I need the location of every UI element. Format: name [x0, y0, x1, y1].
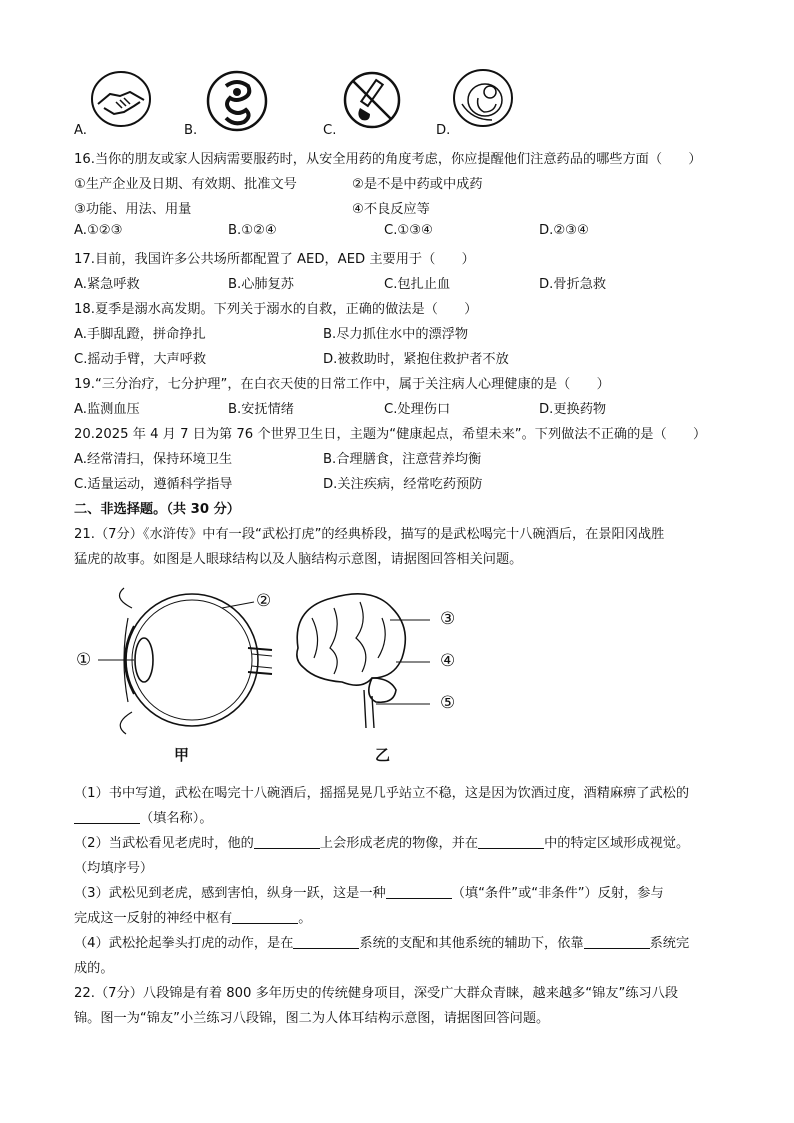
no-drugs-syringe-icon: [342, 70, 402, 130]
q21-p2-line2: （均填序号）: [74, 861, 154, 876]
option-a-label: A.: [74, 123, 87, 138]
q20-option-c[interactable]: C.适量运动，遵循科学指导: [74, 477, 233, 492]
q21-stem-line1: 21.（7分）《水浒传》中有一段“武松打虎”的经典桥段，描写的是武松喝完十八碗酒后，在景阳冈战胜: [74, 527, 665, 542]
q21-stem-line2: 猛虎的故事。如图是人眼球结构以及人脑结构示意图，请据图回答相关问题。: [74, 552, 523, 567]
q16-item-4: ④不良反应等: [352, 202, 430, 217]
brain-label-5: ⑤: [440, 693, 456, 713]
q16-item-3: ③功能、用法、用量: [74, 202, 192, 217]
q16-option-a[interactable]: A.①②③: [74, 223, 123, 238]
q19-option-d[interactable]: D.更换药物: [539, 402, 607, 417]
q18-stem: 18.夏季是溺水高发期。下列关于溺水的自救，正确的做法是（ ）: [74, 302, 478, 317]
recycle-figure-icon: [206, 70, 268, 132]
eye-label-1: ①: [76, 650, 92, 670]
q21-p4-line2: 成的。: [74, 961, 114, 976]
q20-option-b[interactable]: B.合理膳食，注意营养均衡: [323, 452, 482, 467]
q21-p1-line2: （填名称）。: [74, 807, 213, 826]
answer-blank-6[interactable]: [293, 934, 359, 949]
answer-blank-7[interactable]: [584, 934, 650, 949]
q17-option-b[interactable]: B.心肺复苏: [228, 277, 294, 292]
q16-item-2: ②是不是中药或中成药: [352, 177, 483, 192]
answer-blank-4[interactable]: [386, 884, 452, 899]
answer-blank-2[interactable]: [254, 834, 320, 849]
q21-p3-line1: （3）武松见到老虎，感到害怕，纵身一跃，这是一种 （填“条件”或“非条件”）反射，参与: [74, 886, 664, 901]
q16-option-c[interactable]: C.①③④: [384, 223, 433, 238]
q21-p2-line1: （2）当武松看见老虎时，他的 上会形成老虎的物像，并在 中的特定区域形成视觉。: [74, 836, 690, 851]
q18-option-c[interactable]: C.摇动手臂，大声呼救: [74, 352, 207, 367]
figure-caption-yi: 乙: [375, 746, 391, 764]
option-c-label: C.: [323, 123, 337, 138]
q19-option-b[interactable]: B.安抚情绪: [228, 402, 294, 417]
q16-option-b[interactable]: B.①②④: [228, 223, 277, 238]
q21-p4-line1: （4）武松抡起拳头打虎的动作，是在 系统的支配和其他系统的辅助下，依靠 系统完: [74, 936, 690, 951]
q16-stem: 16.当你的朋友或家人因病需要服药时，从安全用药的角度考虑，你应提醒他们注意药品的哪些方面（ ）: [74, 152, 702, 167]
q19-option-a[interactable]: A.监测血压: [74, 402, 140, 417]
q20-option-a[interactable]: A.经常清扫，保持环境卫生: [74, 452, 233, 467]
q17-stem: 17.目前，我国许多公共场所都配置了 AED，AED 主要用于（ ）: [74, 252, 475, 267]
section-heading: 二、非选择题。（共 30 分）: [74, 502, 240, 517]
option-d-label: D.: [436, 123, 451, 138]
q19-option-c[interactable]: C.处理伤口: [384, 402, 451, 417]
q21-p1-line1: （1）书中写道，武松在喝完十八碗酒后，摇摇晃晃几乎站立不稳，这是因为饮酒过度，酒精麻痹了武松的: [74, 786, 690, 801]
q18-option-b[interactable]: B.尽力抓住水中的漂浮物: [323, 327, 469, 342]
q16-option-d[interactable]: D.②③④: [539, 223, 589, 238]
brain-label-4: ④: [440, 651, 456, 671]
option-b-label: B.: [184, 123, 198, 138]
q18-option-a[interactable]: A.手脚乱蹬，拼命挣扎: [74, 327, 206, 342]
handshake-icon: [90, 70, 152, 128]
q17-option-a[interactable]: A.紧急呼救: [74, 277, 140, 292]
answer-blank-3[interactable]: [478, 834, 544, 849]
eye-brain-figure: [72, 578, 472, 768]
baby-in-womb-icon: [452, 68, 514, 128]
q17-option-c[interactable]: C.包扎止血: [384, 277, 451, 292]
brain-diagram: [297, 594, 430, 728]
q20-stem: 20.2025 年 4 月 7 日为第 76 个世界卫生日，主题为“健康起点，希望未来”。下列做法不正确的是（ ）: [74, 427, 707, 442]
answer-blank-5[interactable]: [232, 909, 298, 924]
eye-label-2: ②: [256, 591, 272, 611]
q20-option-d[interactable]: D.关注疾病，经常吃药预防: [323, 477, 483, 492]
q19-stem: 19.“三分治疗，七分护理”，在白衣天使的日常工作中，属于关注病人心理健康的是（ ）: [74, 377, 610, 392]
answer-blank-1[interactable]: [74, 809, 140, 824]
figure-caption-jia: 甲: [174, 746, 190, 764]
brain-label-3: ③: [440, 609, 456, 629]
q22-stem-line1: 22.（7分）八段锦是有着 800 多年历史的传统健身项目，深受广大群众青睐，越来越多“锦友”练习八段: [74, 986, 679, 1001]
q16-item-1: ①生产企业及日期、有效期、批准文号: [74, 177, 297, 192]
q22-stem-line2: 锦。图一为“锦友”小兰练习八段锦，图二为人体耳结构示意图，请据图回答问题。: [74, 1011, 550, 1026]
q21-p3-line2: 完成这一反射的神经中枢有 。: [74, 911, 312, 926]
q18-option-d[interactable]: D.被救助时，紧抱住救护者不放: [323, 352, 509, 367]
q17-option-d[interactable]: D.骨折急救: [539, 277, 607, 292]
eye-diagram: [98, 588, 272, 734]
